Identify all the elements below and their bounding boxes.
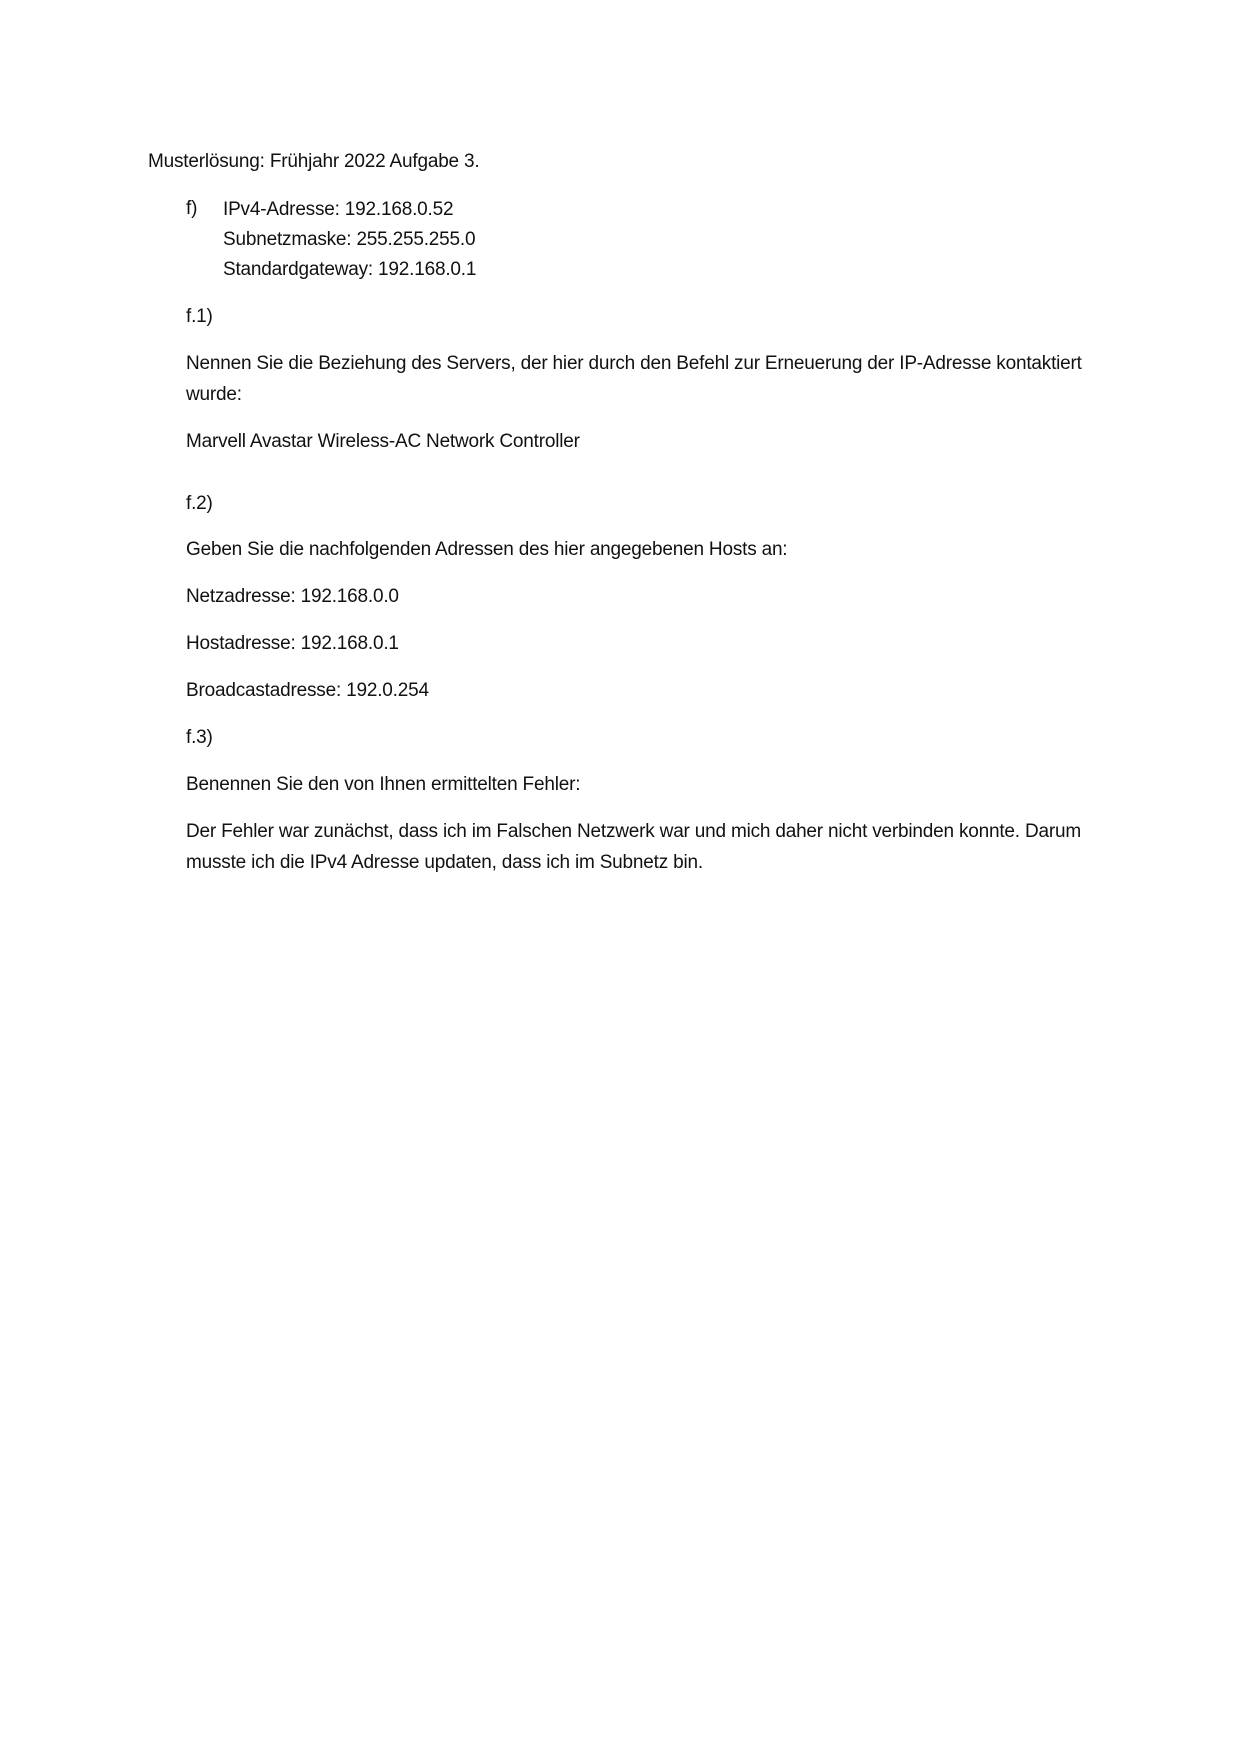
- f1-answer: Marvell Avastar Wireless-AC Network Controller: [186, 431, 580, 452]
- document-title: Musterlösung: Frühjahr 2022 Aufgabe 3.: [148, 151, 480, 172]
- f3-label: f.3): [186, 727, 213, 748]
- f3-answer: Der Fehler war zunächst, dass ich im Falschen Netzwerk war und mich daher nicht verbinden konnte. Darum musste ich die IPv4 Adresse updaten, dass ich im Subnetz bin.: [186, 821, 1081, 873]
- f1-question: Nennen Sie die Beziehung des Servers, der hier durch den Befehl zur Erneuerung der IP-Adresse kontaktiert wurde:: [186, 353, 1082, 405]
- f2-label: f.2): [186, 493, 213, 514]
- network-address: Netzadresse: 192.168.0.0: [186, 586, 399, 607]
- f1-label: f.1): [186, 306, 213, 327]
- host-address: Hostadresse: 192.168.0.1: [186, 633, 399, 654]
- subnet-mask: Subnetzmaske: 255.255.255.0: [223, 229, 476, 250]
- ipv4-address: IPv4-Adresse: 192.168.0.52: [223, 199, 454, 220]
- section-f-list: [223, 195, 476, 285]
- broadcast-address: Broadcastadresse: 192.0.254: [186, 680, 429, 701]
- f2-question: Geben Sie die nachfolgenden Adressen des hier angegebenen Hosts an:: [186, 539, 788, 560]
- f3-question: Benennen Sie den von Ihnen ermittelten Fehler:: [186, 774, 581, 795]
- default-gateway: Standardgateway: 192.168.0.1: [223, 259, 477, 280]
- section-f-label: f): [186, 198, 198, 219]
